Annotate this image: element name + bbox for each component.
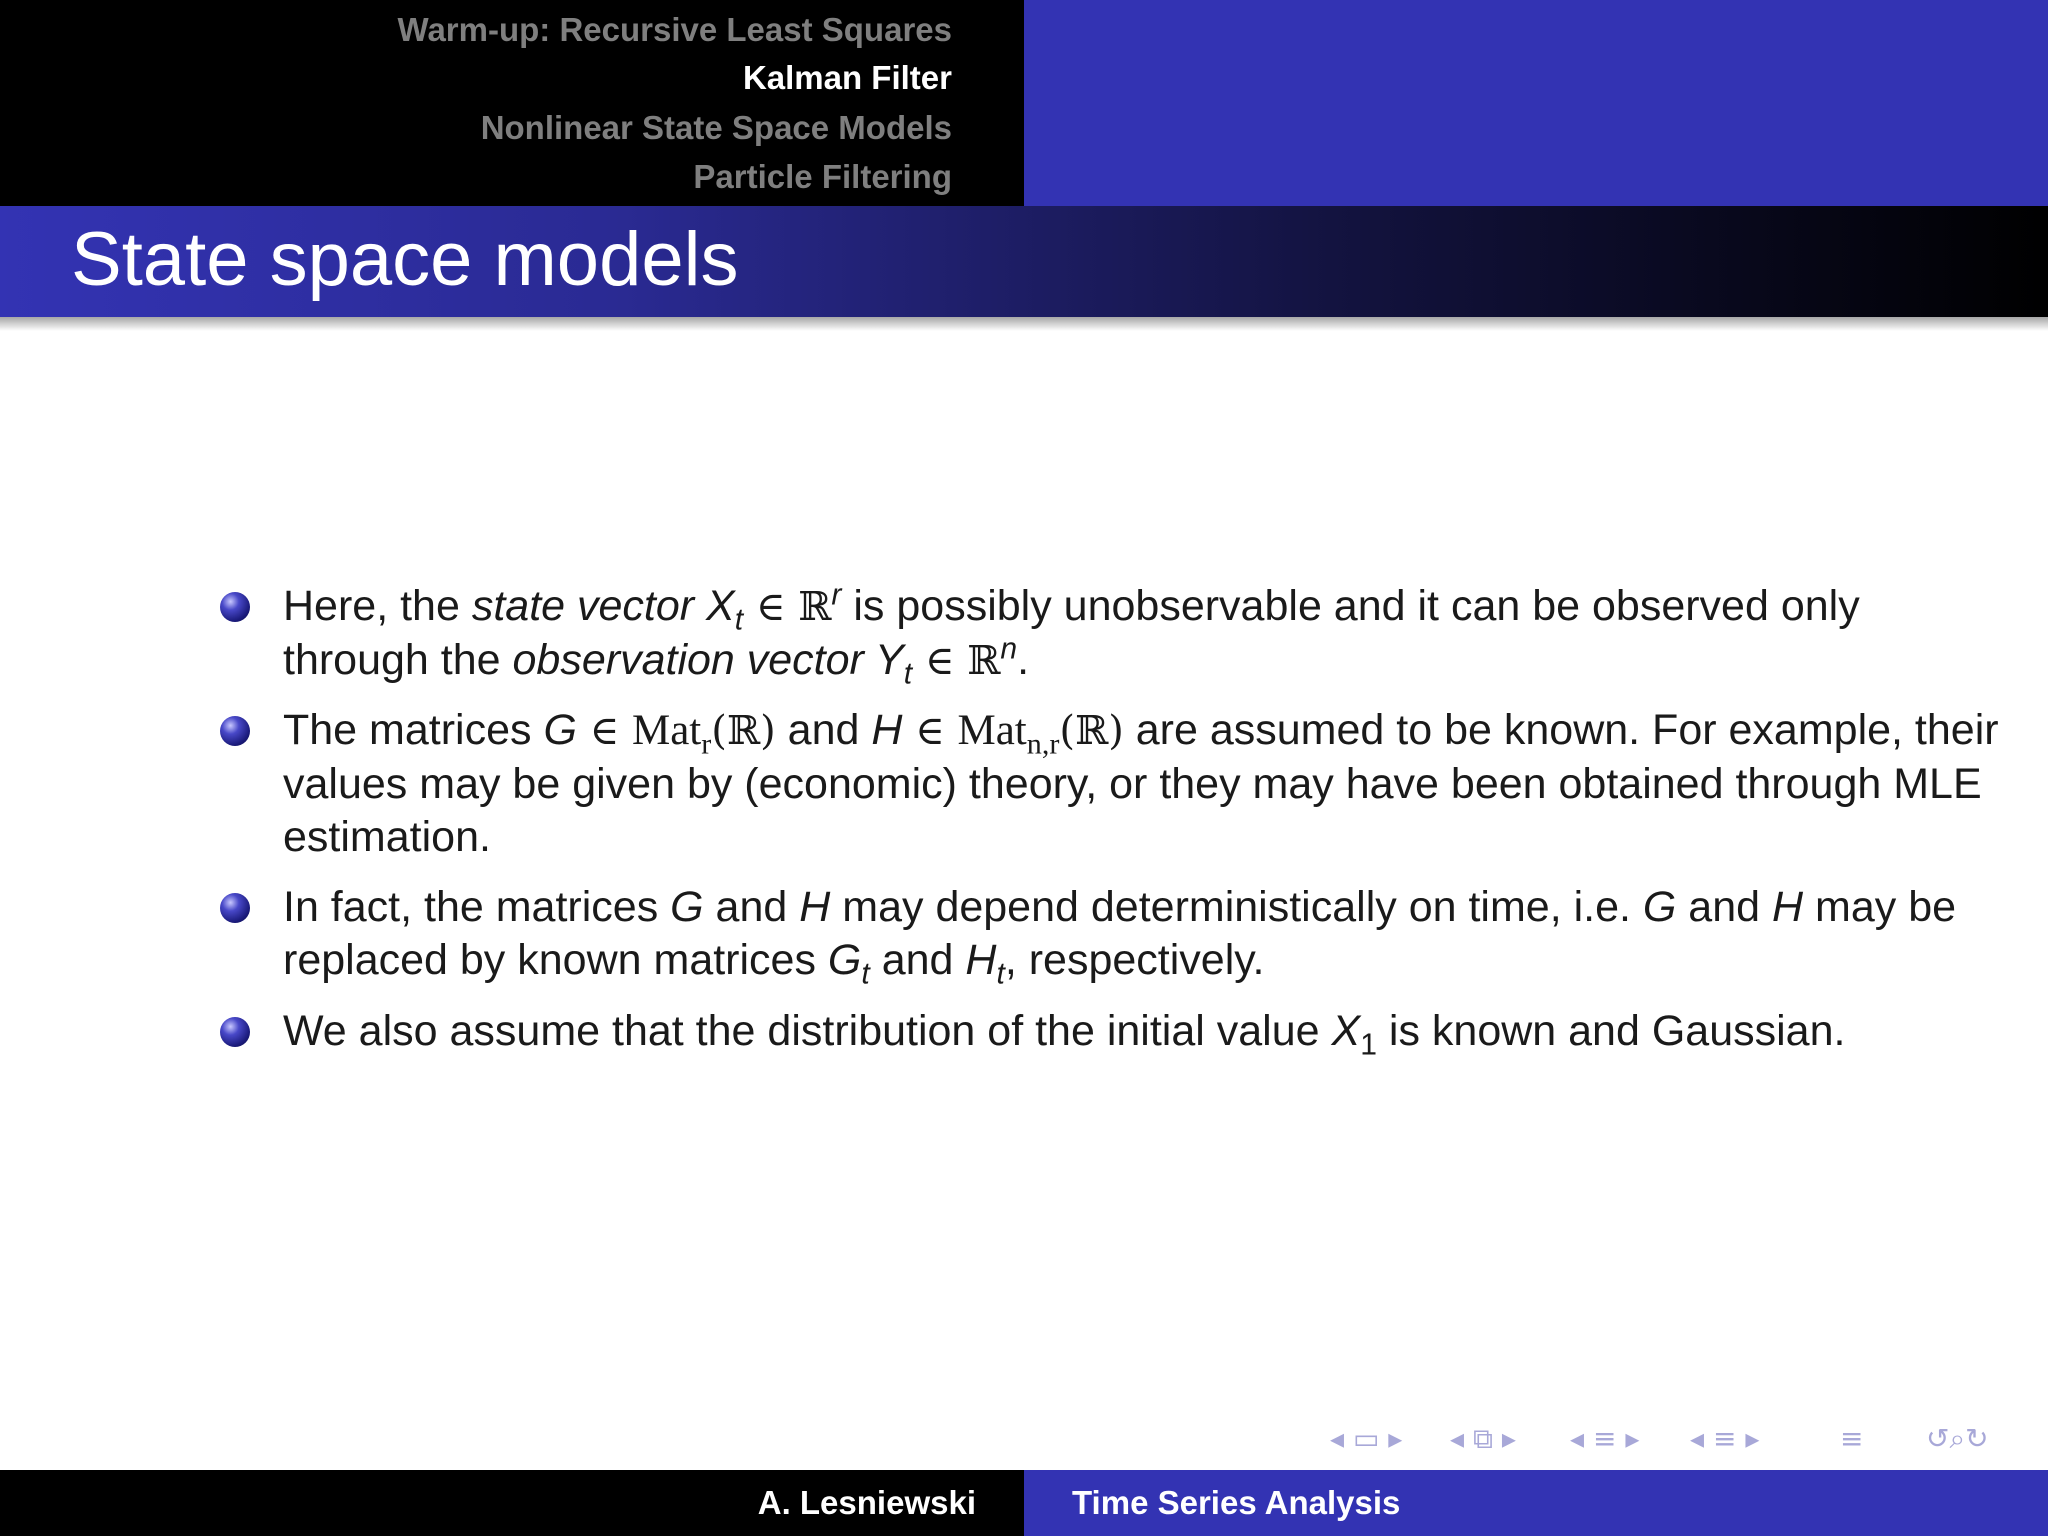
bullet-text: Here, the state vector $X_t$ ∈ ℝ$^r$ is possibly unobservable and it can be observed only through the observation vector $Y_t$ ∈ ℝ$^n$. [283, 578, 1860, 691]
nav-section-kalman-filter[interactable]: Kalman Filter [742, 59, 952, 96]
navigation-symbols [1330, 1422, 2040, 1462]
section-nav-icon[interactable]: ◂ ≡ ▸ [1570, 1422, 1640, 1455]
frame-nav-icon[interactable]: ◂ ▭ ▸ [1330, 1422, 1403, 1455]
title-bar-shadow [0, 317, 2048, 331]
appendix-nav-icon[interactable]: ≡ [1840, 1422, 1864, 1455]
nav-section-nonlinear-state-space-models[interactable]: Nonlinear State Space Models [480, 109, 952, 146]
subsection-nav-icon[interactable]: ◂ ⧉ ▸ [1450, 1422, 1516, 1455]
search-back-icon[interactable]: ↺⌕↻ [1926, 1422, 1989, 1455]
bullet-icon [220, 1017, 250, 1047]
footer-author: A. Lesniewski [757, 1484, 976, 1521]
document-nav-icon[interactable]: ◂ ≡ ▸ [1690, 1422, 1760, 1455]
bullet-icon [220, 592, 250, 622]
bullet-text: The matrices G ∈ Mat$_r$(ℝ) and H ∈ Mat$_{n,r}$(ℝ) are assumed to be known. For example, their values may be given by (economic) theory, or they may have been obtained through MLE estimation. [283, 706, 1999, 861]
bullet-text: In fact, the matrices G and H may depend deterministically on time, i.e. G and H may be replaced by known matrices $G_t$ and $H_t$, respectively. [283, 883, 1957, 991]
header-nav-bar-right [1024, 0, 2048, 206]
bullet-icon [220, 716, 250, 746]
bullet-text: We also assume that the distribution of the initial value $X_1$ is known and Gaussian. [283, 1007, 1846, 1062]
nav-section-recursive-least-squares[interactable]: Warm-up: Recursive Least Squares [397, 11, 952, 48]
nav-section-particle-filtering[interactable]: Particle Filtering [693, 158, 952, 195]
slide-title: State space models [71, 217, 739, 302]
bullet-icon [220, 893, 250, 923]
footer-title: Time Series Analysis [1072, 1484, 1401, 1521]
